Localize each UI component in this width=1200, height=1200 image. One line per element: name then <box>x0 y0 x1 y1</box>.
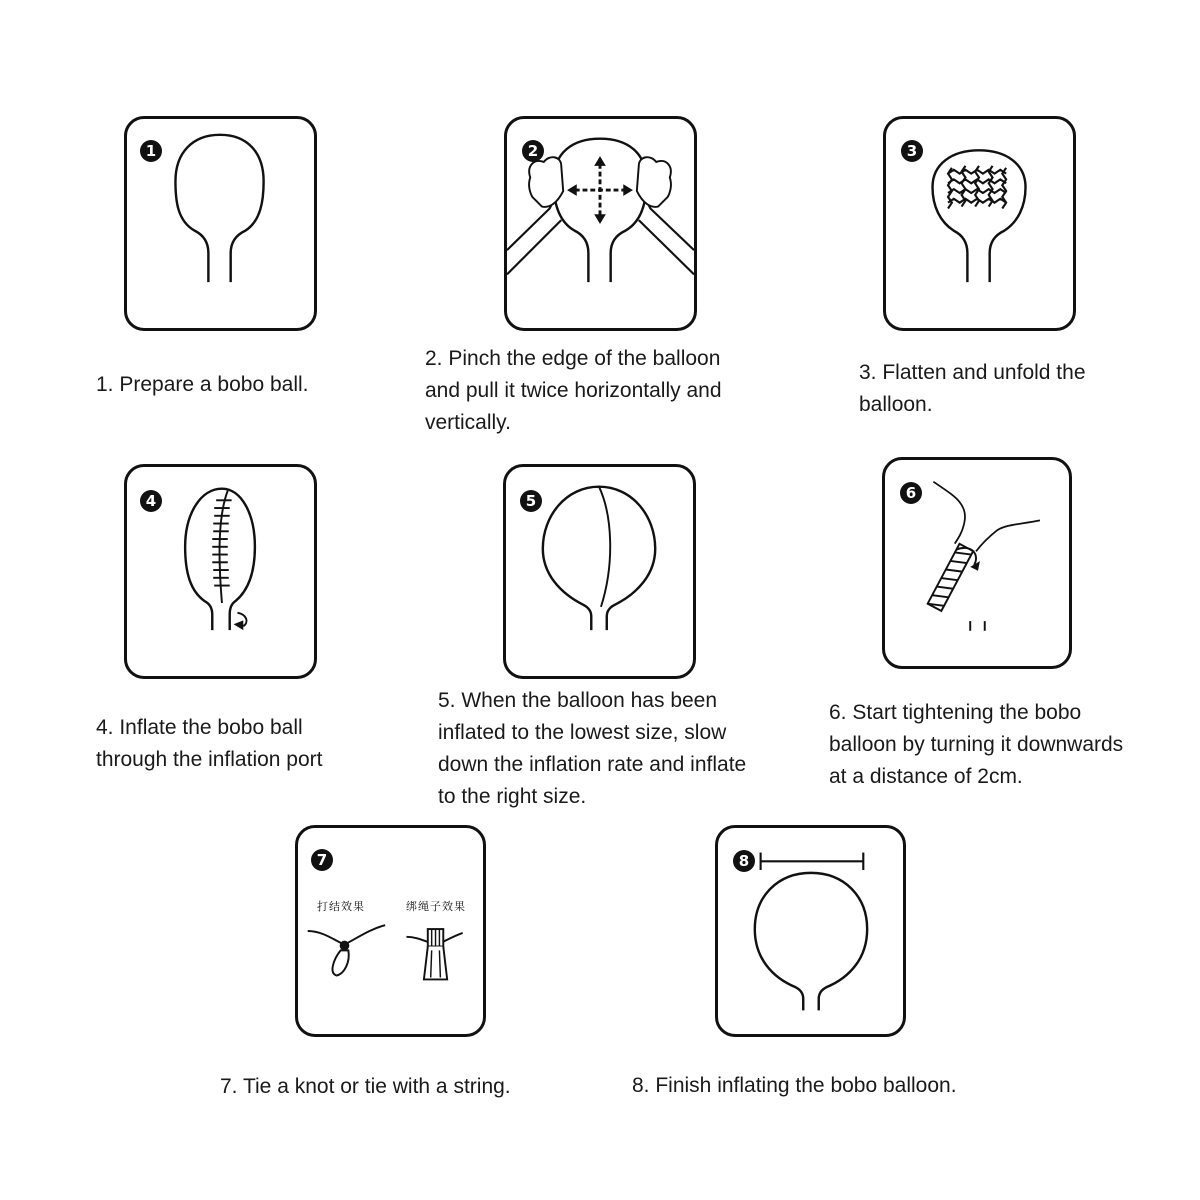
knot-effect-label: 打结效果 <box>317 900 365 913</box>
step-3-badge: 3 <box>901 140 923 162</box>
step-7-badge: 7 <box>311 849 333 871</box>
step-6-badge: 6 <box>900 482 922 504</box>
step-4-panel <box>124 464 317 679</box>
step-5-panel <box>503 464 696 679</box>
string-effect-label: 绑绳子效果 <box>406 900 466 913</box>
step-4-badge: 4 <box>140 490 162 512</box>
step-8-badge: 8 <box>733 850 755 872</box>
step-4-caption: 4. Inflate the bobo ball through the inflation port <box>96 716 323 771</box>
step-3-panel <box>883 116 1076 331</box>
step-5-caption: 5. When the balloon has been inflated to the lowest size, slow down the inflation rate and inflate to the right size. <box>438 689 747 808</box>
step-1-badge: 1 <box>140 140 162 162</box>
step-7-caption: 7. Tie a knot or tie with a string. <box>220 1075 511 1098</box>
step-5-badge: 5 <box>520 490 542 512</box>
step-1-caption: 1. Prepare a bobo ball. <box>96 373 309 396</box>
step-3-caption: 3. Flatten and unfold the balloon. <box>859 361 1086 416</box>
step-2-badge: 2 <box>522 140 544 162</box>
step-2-caption: 2. Pinch the edge of the balloon and pull it twice horizontally and vertically. <box>425 347 722 434</box>
step-8-caption: 8. Finish inflating the bobo balloon. <box>632 1074 957 1097</box>
step-7-panel <box>295 825 486 1037</box>
step-6-panel <box>882 457 1072 669</box>
step-8-panel <box>715 825 906 1037</box>
step-2-panel <box>504 116 697 331</box>
step-1-panel <box>124 116 317 331</box>
step-6-caption: 6. Start tightening the bobo balloon by turning it downwards at a distance of 2cm. <box>829 701 1124 788</box>
